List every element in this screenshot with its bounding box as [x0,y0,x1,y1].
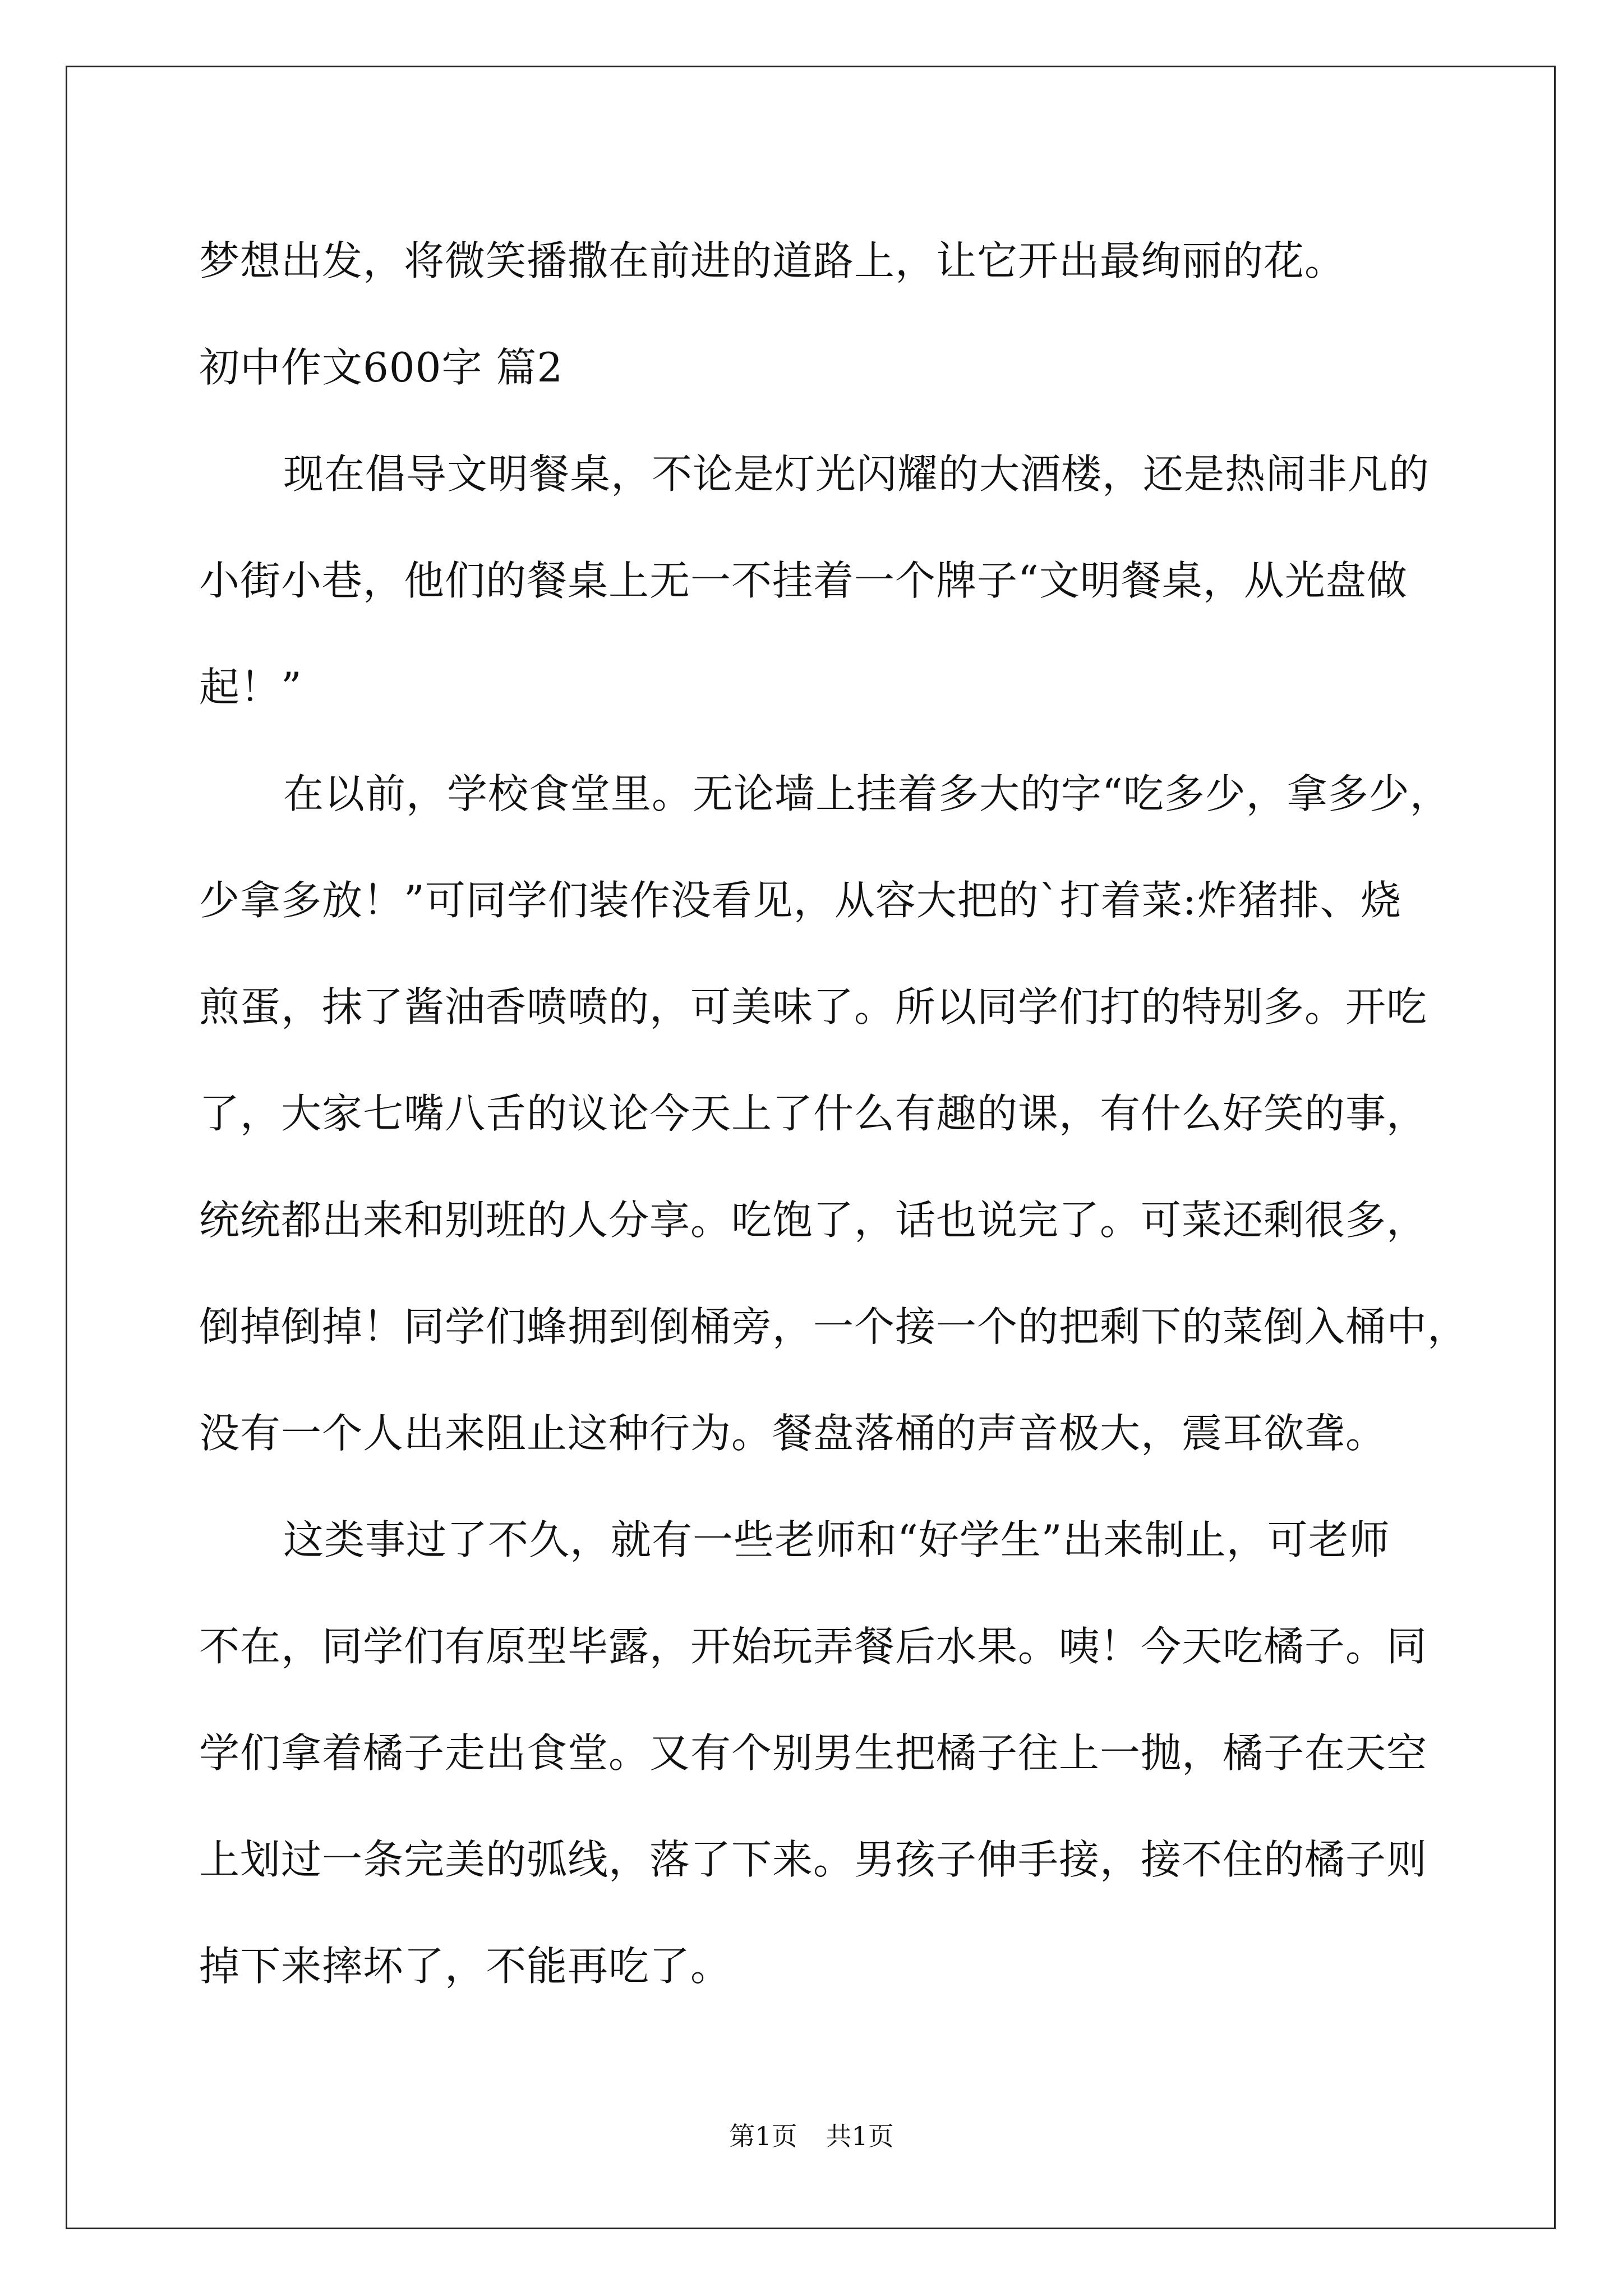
paragraph-start-line: 这类事过了不久，就有一些老师和“好学生”出来制止，可老师 [283,1516,1390,1563]
paragraph-start-line: 现在倡导文明餐桌，不论是灯光闪耀的大酒楼，还是热闹非凡的 [283,450,1430,498]
page-number: 第1页 [729,2121,797,2151]
text-line: 掉下来摔坏了，不能再吃了。 [199,1943,732,1990]
text-line: 统统都出来和别班的人分享。吃饱了，话也说完了。可菜还剩很多， [199,1197,1428,1244]
text-line: 煎蛋，抹了酱油香喷喷的，可美味了。所以同学们打的特别多。开吃 [199,983,1428,1030]
text-line: 梦想出发，将微笑播撒在前进的道路上，让它开出最绚丽的花。 [199,237,1346,284]
total-pages: 共1页 [826,2121,894,2151]
text-line: 不在，同学们有原型毕露，开始玩弄餐后水果。咦！今天吃橘子。同 [199,1623,1428,1670]
text-line: 没有一个人出来阻止这种行为。餐盘落桶的声音极大，震耳欲聋。 [199,1410,1387,1457]
text-line: 学们拿着橘子走出食堂。又有个别男生把橘子往上一抛，橘子在天空 [199,1729,1428,1777]
text-line: 起！” [199,664,302,711]
text-line: 了，大家七嘴八舌的议论今天上了什么有趣的课，有什么好笑的事， [199,1090,1428,1137]
text-line: 少拿多放！”可同学们装作没看见，从容大把的`打着菜:炸猪排、烧 [199,877,1402,924]
text-line: 倒掉倒掉！同学们蜂拥到倒桶旁，一个接一个的把剩下的菜倒入桶中， [199,1303,1469,1350]
text-line: 上划过一条完美的弧线，落了下来。男孩子伸手接，接不住的橘子则 [199,1836,1428,1883]
section-heading: 初中作文600字 篇2 [199,344,564,391]
document-body [199,208,1469,2019]
text-line: 小街小巷，他们的餐桌上无一不挂着一个牌子“文明餐桌，从光盘做 [199,557,1408,604]
paragraph-start-line: 在以前，学校食堂里。无论墙上挂着多大的字“吃多少，拿多少， [283,770,1451,817]
page-footer [0,2119,1623,2153]
